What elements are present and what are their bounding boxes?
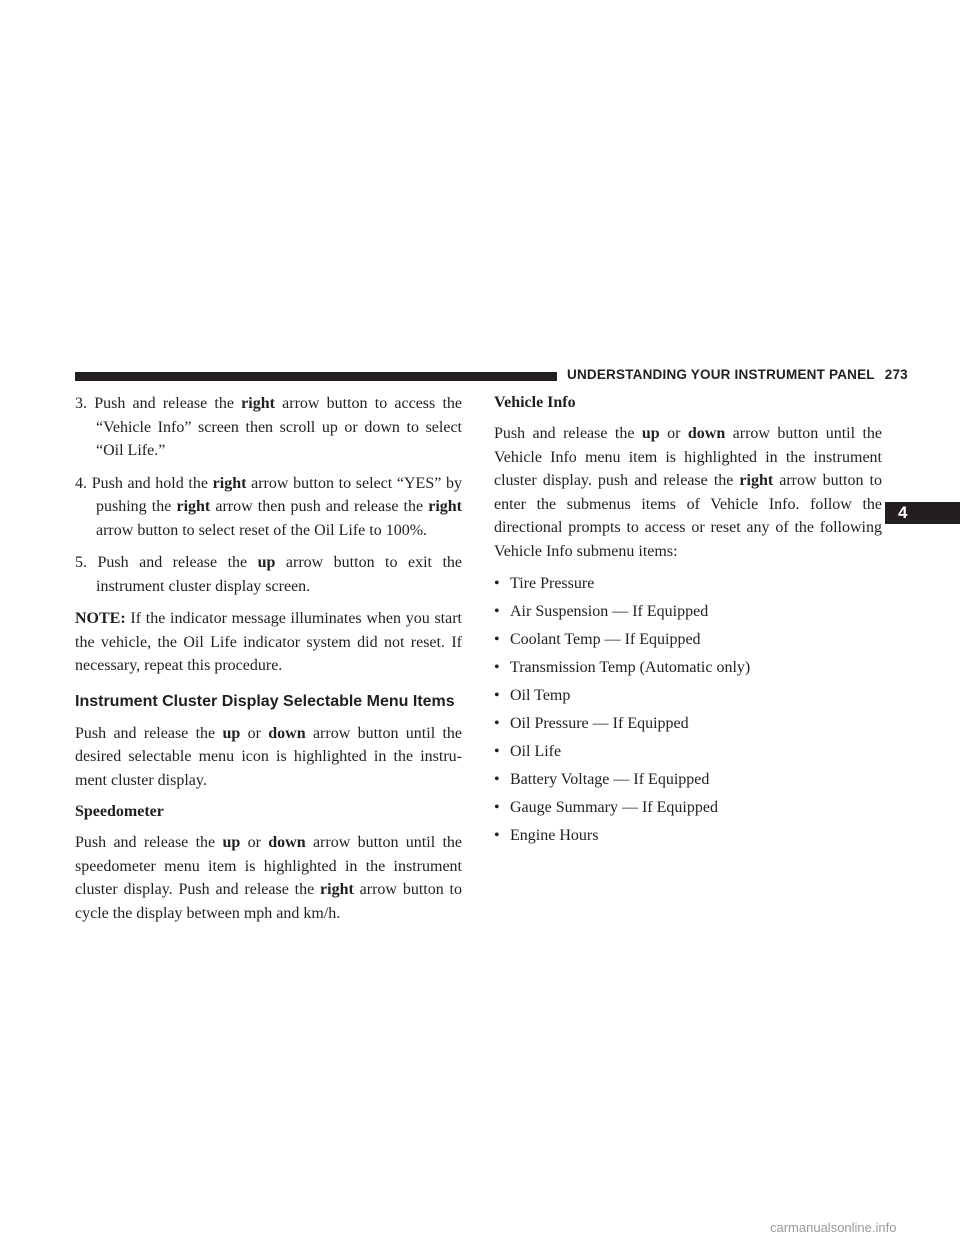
- right-column: [494, 392, 882, 852]
- running-header: [567, 367, 908, 382]
- list-item: [494, 824, 882, 848]
- bullet-icon: •: [494, 743, 500, 760]
- text: arrow button to select “YES” by pushing the: [96, 474, 463, 515]
- bullet-icon: •: [494, 631, 500, 648]
- list-item: [494, 768, 882, 792]
- vehicle-info-heading: Vehicle Info: [494, 394, 576, 411]
- list-item: [494, 712, 882, 736]
- list-item: [494, 656, 882, 680]
- key-word: right: [428, 498, 463, 515]
- text: arrow button until the speedometer menu item is highlighted in the instrument cluster display. Push and release the: [75, 834, 463, 898]
- key-word: right: [176, 498, 211, 515]
- bullet-icon: •: [494, 827, 500, 844]
- bullet-icon: •: [494, 603, 500, 620]
- bullet-icon: •: [494, 799, 500, 816]
- page-number: 273: [884, 367, 908, 382]
- bullet-icon: •: [494, 659, 500, 676]
- list-item: [494, 628, 882, 652]
- key-word: down: [268, 724, 306, 742]
- section-heading: Instrument Cluster Display Selectable Menu Items: [75, 692, 455, 710]
- note-label: NOTE:: [75, 610, 126, 627]
- step-3: [75, 392, 462, 463]
- bullet-icon: •: [494, 715, 500, 732]
- note-text: If the indicator message illuminates when you start the vehicle, the Oil Life indicator system did not reset. If necessary, repeat this procedure.: [75, 610, 462, 674]
- list-item-text: Gauge Summary — If Equipped: [510, 799, 718, 816]
- text: arrow button to access the “Vehicle Info” screen then scroll up or down to select “Oil Life.”: [96, 395, 462, 459]
- header-title: UNDERSTANDING YOUR INSTRUMENT PANEL: [567, 367, 875, 382]
- key-word: down: [687, 425, 726, 442]
- key-word: right: [320, 881, 354, 898]
- list-item-text: Oil Pressure — If Equipped: [510, 715, 689, 732]
- key-word: right: [241, 395, 275, 412]
- text: or: [659, 425, 688, 442]
- text: Push and release the: [97, 554, 258, 571]
- list-item-text: Transmission Temp (Automatic only): [510, 659, 751, 676]
- speedometer-paragraph: [75, 831, 462, 925]
- header-rule: [75, 372, 557, 381]
- key-word: up: [222, 834, 241, 851]
- note: [75, 607, 462, 678]
- text: arrow button to cycle the display between mph and km/h.: [75, 881, 462, 922]
- list-item: [494, 740, 882, 764]
- key-word: down: [268, 834, 306, 851]
- list-item-text: Oil Temp: [510, 687, 571, 704]
- text: arrow button until the Vehicle Info menu item is highlighted in the instrument cluster display. push and release the: [494, 425, 882, 489]
- list-item: [494, 684, 882, 708]
- list-item: [494, 600, 882, 624]
- text: arrow then push and release the: [210, 498, 429, 515]
- list-item: [494, 572, 882, 596]
- list-item-text: Tire Pressure: [510, 575, 595, 592]
- text: arrow button to exit the instrument cluster display screen.: [96, 554, 463, 595]
- text: Push and hold the: [91, 474, 213, 492]
- key-word: up: [641, 425, 660, 442]
- text: arrow button to select reset of the Oil Life to 100%.: [96, 521, 428, 539]
- text: or: [240, 724, 269, 742]
- text: Push and release the: [94, 395, 242, 412]
- speedometer-heading: Speedometer: [75, 803, 164, 820]
- key-word: up: [257, 554, 276, 571]
- left-column: [75, 392, 462, 934]
- text: arrow button to enter the submenus items of Vehicle Info. follow the directional prompts to access or reset any of the following Vehicle Info submenu items:: [494, 472, 883, 560]
- step-5: [75, 551, 462, 598]
- list-item-text: Coolant Temp — If Equipped: [510, 631, 701, 648]
- key-word: right: [739, 472, 774, 489]
- step-4: [75, 472, 462, 543]
- key-word: right: [212, 474, 247, 492]
- list-item-text: Battery Voltage — If Equipped: [510, 771, 710, 788]
- text: arrow button until the desired selectable menu icon is highlighted in the instru-ment cluster display.: [75, 724, 463, 789]
- bullet-icon: •: [494, 771, 500, 788]
- vehicle-info-paragraph: [494, 422, 882, 563]
- list-item: [494, 796, 882, 820]
- step-number: 3.: [75, 395, 87, 412]
- submenu-list: [494, 572, 882, 848]
- step-number: 4.: [75, 474, 87, 492]
- bullet-icon: •: [494, 575, 500, 592]
- text: Push and release the: [75, 834, 223, 851]
- text: Push and release the: [75, 724, 223, 742]
- chapter-tab: [885, 502, 960, 524]
- watermark: carmanualsonline.info: [770, 1220, 897, 1235]
- bullet-icon: •: [494, 687, 500, 704]
- step-number: 5.: [75, 554, 87, 571]
- key-word: up: [222, 724, 241, 742]
- list-item-text: Oil Life: [510, 743, 562, 760]
- intro-paragraph: [75, 722, 462, 793]
- list-item-text: Air Suspension — If Equipped: [510, 603, 709, 620]
- list-item-text: Engine Hours: [510, 827, 599, 844]
- text: or: [240, 834, 269, 851]
- chapter-number: 4: [898, 503, 908, 522]
- text: Push and release the: [494, 425, 642, 442]
